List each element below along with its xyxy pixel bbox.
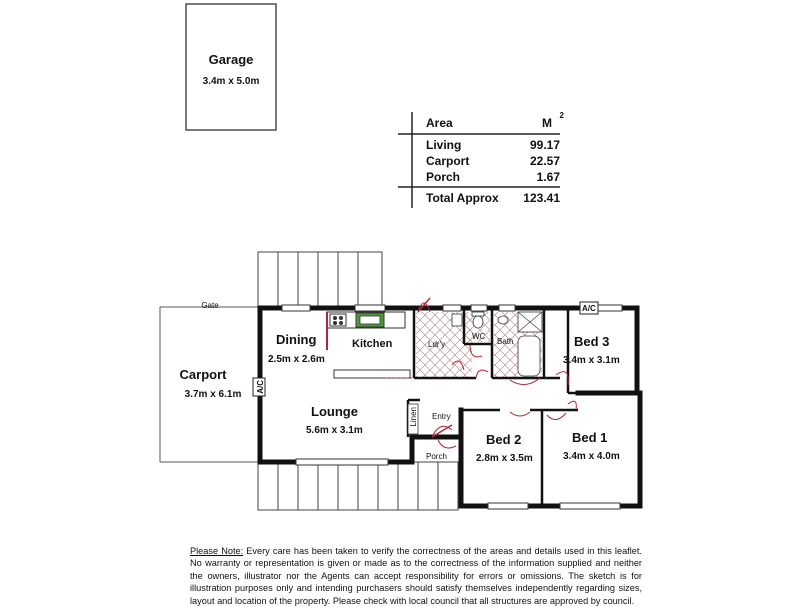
burner [339,321,343,325]
area-header: Area [426,116,453,130]
dining-size: 2.5m x 2.6m [268,354,325,365]
area-row [426,154,560,170]
carport-outline [160,307,260,462]
burner [339,316,343,320]
area-unit: M [542,116,552,130]
area-row [426,138,560,154]
note-text: Every care has been taken to verify the correctness of the areas and details used in this leaflet. No warranty or representation is given or made as to the correctness of the information supplied and neither the owners, illustrator nor the Agents can accept responsibility for errors or omissions. The sketch is for illustration purposes only and intending purchasers should satisfy themselves independently regarding sizes, layout and location of the property. Please check with local council that all structures are approved by council. [190,546,642,606]
kitchen-sink-basin [360,316,380,324]
bed2-name: Bed 2 [486,432,522,447]
cooktop [330,314,346,326]
lounge-size: 5.6m x 3.1m [306,425,363,436]
area-row-value: 22.57 [529,154,560,168]
laundry-name: Ldr'y [428,340,446,349]
bed3-size: 3.4m x 3.1m [563,355,620,366]
area-total-label: Total Approx [426,191,499,205]
basin-icon [498,316,508,324]
carport-size: 3.7m x 6.1m [184,389,242,400]
lounge-name: Lounge [311,404,358,419]
bathtub [518,336,540,376]
disclaimer-note [190,545,642,607]
area-row [426,170,560,186]
area-total-value: 123.41 [523,191,560,205]
gate-label: Gate [201,301,219,310]
toilet-cistern [472,312,484,316]
toilet-icon [473,316,483,328]
bed1-name: Bed 1 [572,430,608,445]
dining-name: Dining [276,332,317,347]
ac-left-label: A/C [256,380,265,394]
linen-label: Linen [409,407,418,427]
kitchen-name: Kitchen [352,338,393,350]
kitchen-island [334,370,410,378]
laundry-trough [452,314,462,326]
area-row-label: Living [426,138,462,152]
area-unit-sup: 2 [559,111,564,120]
pergola-top [258,252,382,306]
area-header-row [426,111,564,132]
wc-name: WC [472,332,486,341]
burner [333,321,337,325]
note-heading: Please Note: [190,546,244,556]
area-row-label: Carport [426,154,470,168]
burner [333,316,337,320]
bath-name: Bath [497,337,514,346]
entry-name: Entry [432,412,451,421]
carport-name: Carport [179,367,227,382]
area-total-row [426,191,560,207]
garage-name: Garage [208,52,254,67]
area-row-value: 99.17 [529,138,560,152]
area-row-label: Porch [426,170,461,184]
porch-name: Porch [426,452,447,461]
bed2-size: 2.8m x 3.5m [476,453,533,464]
garage-outline [186,4,276,130]
bed1-size: 3.4m x 4.0m [563,451,620,462]
garage-size: 3.4m x 5.0m [202,76,260,87]
bed3-name: Bed 3 [574,334,610,349]
ac-top-label: A/C [582,304,596,313]
pergola-bottom [258,462,458,510]
area-row-value: 1.67 [536,170,560,184]
